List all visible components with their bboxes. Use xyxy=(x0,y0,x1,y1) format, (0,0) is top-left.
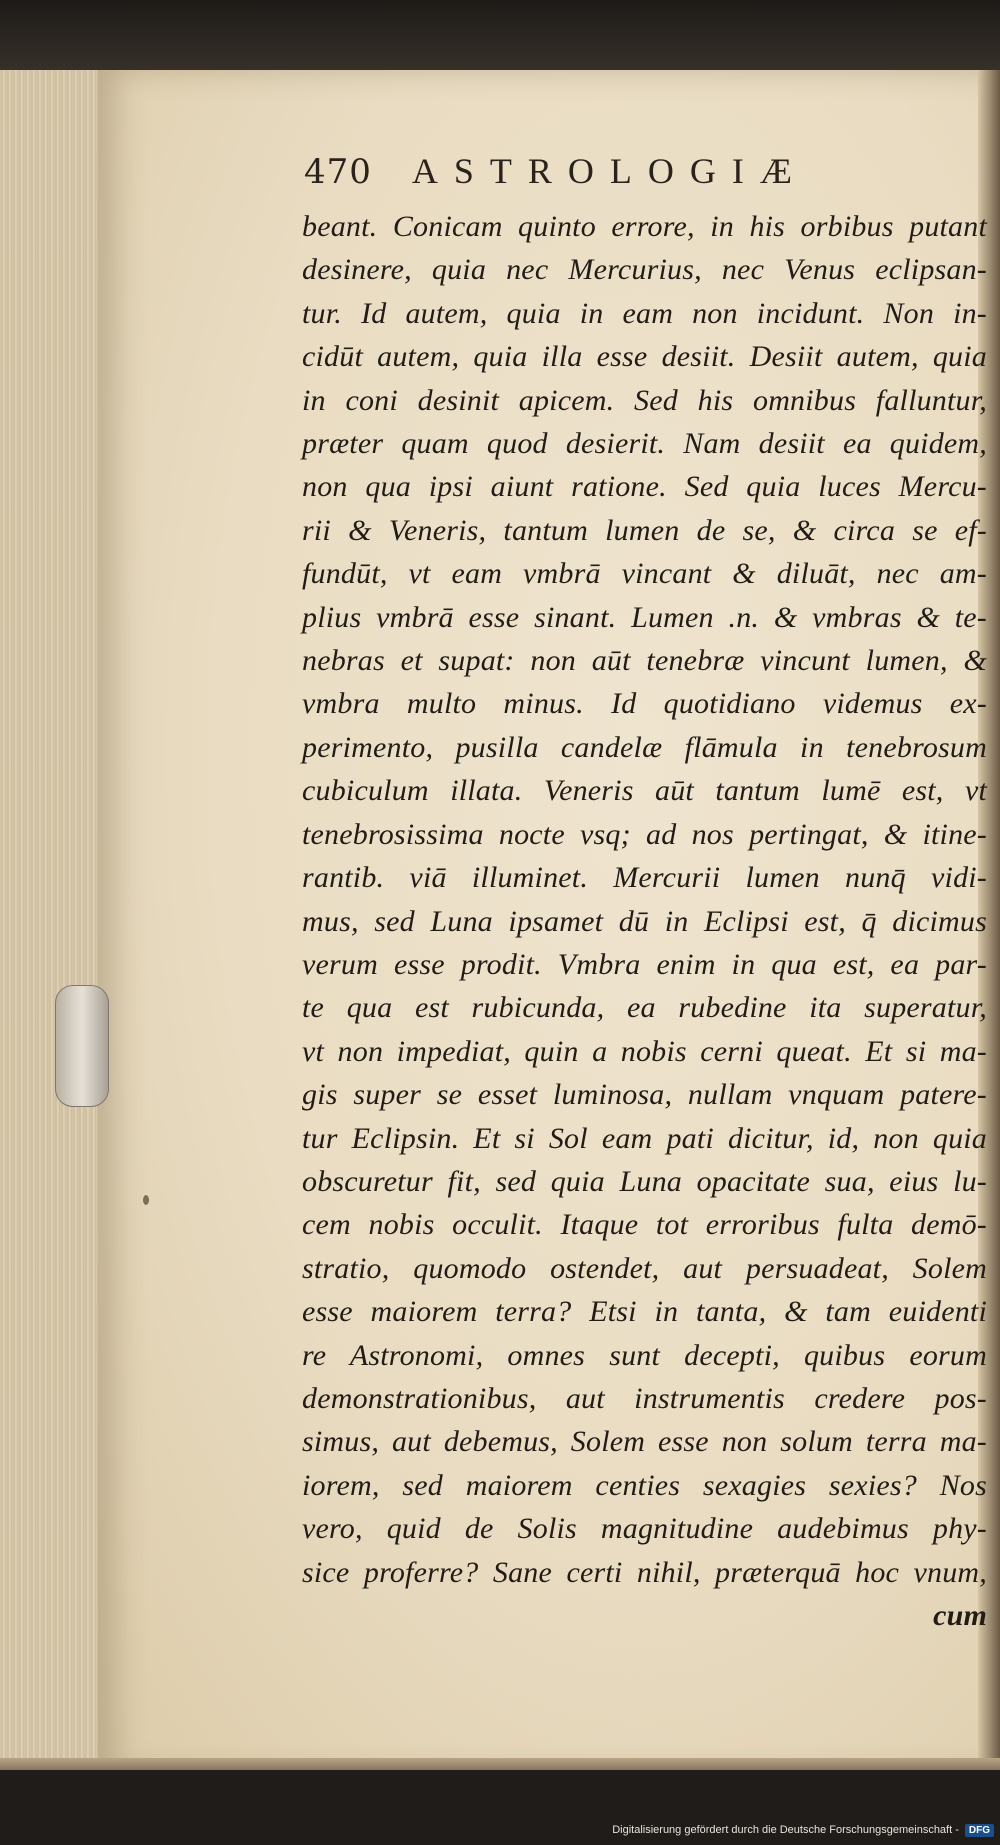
text-line: nebras et supat: non aūt tenebræ vincunt lumen, & xyxy=(302,644,987,678)
text-line: rii & Veneris, tantum lumen de se, & circa se ef- xyxy=(302,513,987,547)
text-line: præter quam quod desierit. Nam desiit ea quidem, xyxy=(302,427,987,461)
text-line: vmbra multo minus. Id quotidiano videmus ex- xyxy=(302,687,987,721)
dfg-logo: DFG xyxy=(965,1824,994,1837)
text-line: tur Eclipsin. Et si Sol eam pati dicitur, id, non quia xyxy=(302,1121,987,1155)
text-line: fundūt, vt eam vmbrā vincant & diluāt, nec am- xyxy=(302,557,987,591)
text-line: tenebrosissima nocte vsq; ad nos pertingat, & itine- xyxy=(302,817,987,851)
text-line: plius vmbrā esse sinant. Lumen .n. & vmbras & te- xyxy=(302,600,987,634)
main-text-block xyxy=(302,205,987,1637)
text-line: non qua ipsi aiunt ratione. Sed quia luces Mercu- xyxy=(302,470,987,504)
text-line: tur. Id autem, quia in eam non incidunt. Non in- xyxy=(302,296,987,330)
running-title: ASTROLOGIÆ xyxy=(411,151,808,191)
text-line: perimento, pusilla candelæ flāmula in tenebrosum xyxy=(302,730,987,764)
text-line: cem nobis occulit. Itaque tot erroribus fulta demō- xyxy=(302,1208,987,1242)
text-line: rantib. viā illuminet. Mercurii lumen nunq̄ vidi- xyxy=(302,861,987,895)
text-line: demonstrationibus, aut instrumentis credere pos- xyxy=(302,1381,987,1415)
text-line: vero, quid de Solis magnitudine audebimus phy- xyxy=(302,1512,987,1546)
text-line: mus, sed Luna ipsamet dū in Eclipsi est, q̄ dicimus xyxy=(302,904,987,938)
book-page-edges xyxy=(0,70,102,1770)
digitization-credit xyxy=(612,1821,994,1839)
text-line: beant. Conicam quinto errore, in his orbibus putant xyxy=(302,210,987,243)
text-line: stratio, quomodo ostendet, aut persuadeat, Solem xyxy=(302,1251,987,1285)
text-line: desinere, quia nec Mercurius, nec Venus eclipsan- xyxy=(302,253,987,287)
text-line: re Astronomi, omnes sunt decepti, quibus eorum xyxy=(302,1338,987,1372)
book-clip xyxy=(55,985,109,1107)
scan-background-top xyxy=(0,0,1000,80)
text-line: in coni desinit apicem. Sed his omnibus falluntur, xyxy=(302,383,987,417)
text-line: iorem, sed maiorem centies sexagies sexies? Nos xyxy=(302,1468,987,1502)
text-line: simus, aut debemus, Solem esse non solum terra ma- xyxy=(302,1425,987,1459)
text-line: gis super se esset luminosa, nullam vnquam patere- xyxy=(302,1078,987,1112)
text-line: sice proferre? Sane certi nihil, præterquā hoc vnum, xyxy=(302,1555,987,1589)
page-number: 470 xyxy=(304,152,372,192)
text-line: te qua est rubicunda, ea rubedine ita superatur, xyxy=(302,991,987,1025)
text-line: verum esse prodit. Vmbra enim in qua est, ea par- xyxy=(302,947,987,981)
text-line: vt non impediat, quin a nobis cerni queat. Et si ma- xyxy=(302,1034,987,1068)
page-header xyxy=(304,150,808,194)
paper-speck xyxy=(143,1195,149,1205)
text-line: cidūt autem, quia illa esse desiit. Desiit autem, quia xyxy=(302,340,987,374)
text-line: cubiculum illata. Veneris aūt tantum lumē est, vt xyxy=(302,774,987,808)
text-line: esse maiorem terra? Etsi in tanta, & tam euidenti xyxy=(302,1295,987,1329)
credit-text: Digitalisierung gefördert durch die Deutsche Forschungsgemeinschaft - xyxy=(612,1824,959,1836)
catchword: cum xyxy=(933,1599,987,1632)
text-line: obscuretur fit, sed quia Luna opacitate sua, eius lu- xyxy=(302,1164,987,1198)
